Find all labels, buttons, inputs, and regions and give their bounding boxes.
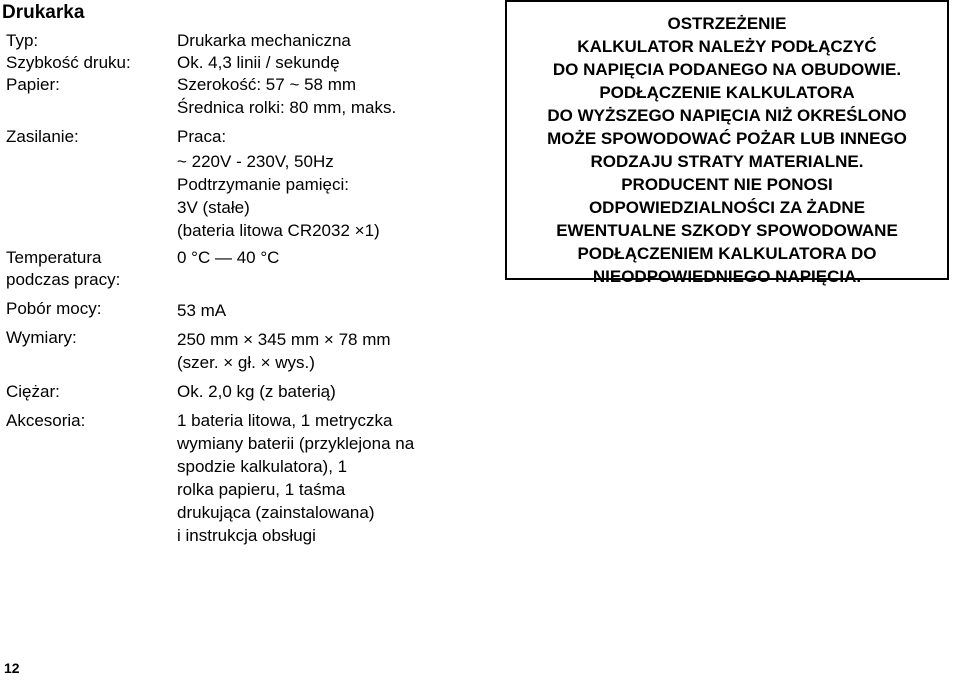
accessories-value-line-3: spodzie kalkulatora), 1 bbox=[177, 457, 348, 476]
section-title: Drukarka bbox=[2, 2, 85, 23]
warning-line: EWENTUALNE SZKODY SPOWODOWANE bbox=[556, 221, 898, 240]
paper-roll-diameter-value: Średnica rolki: 80 mm, maks. bbox=[177, 98, 397, 117]
power-battery-value: (bateria litowa CR2032 ×1) bbox=[177, 221, 380, 240]
type-value: Drukarka mechaniczna bbox=[177, 31, 351, 50]
accessories-value-line-6: i instrukcja obsługi bbox=[177, 526, 316, 545]
print-speed-value: Ok. 4,3 linii / sekundę bbox=[177, 53, 340, 72]
accessories-label: Akcesoria: bbox=[6, 411, 86, 430]
temperature-label-line-1: Temperatura bbox=[6, 248, 102, 267]
power-memory-backup-value: 3V (stałe) bbox=[177, 198, 250, 217]
power-consumption-label: Pobór mocy: bbox=[6, 299, 102, 318]
power-consumption-value: 53 mA bbox=[177, 301, 227, 320]
paper-width-value: Szerokość: 57 ~ 58 mm bbox=[177, 75, 357, 94]
temperature-value: 0 °C — 40 °C bbox=[177, 248, 280, 267]
warning-line: MOŻE SPOWODOWAĆ POŻAR LUB INNEGO bbox=[547, 129, 907, 148]
weight-label: Ciężar: bbox=[6, 382, 60, 401]
type-label: Typ: bbox=[6, 31, 39, 50]
warning-line: DO NAPIĘCIA PODANEGO NA OBUDOWIE. bbox=[552, 60, 902, 79]
page-number: 12 bbox=[4, 660, 20, 676]
print-speed-label: Szybkość druku: bbox=[6, 53, 131, 72]
dimensions-axes-value: (szer. × gł. × wys.) bbox=[177, 353, 315, 372]
warning-line: NIEODPOWIEDNIEGO NAPIĘCIA. bbox=[592, 267, 862, 286]
warning-line: PODŁĄCZENIEM KALKULATORA DO bbox=[577, 244, 877, 263]
warning-line: RODZAJU STRATY MATERIALNE. bbox=[590, 152, 864, 171]
accessories-value-line-1: 1 bateria litowa, 1 metryczka bbox=[177, 411, 393, 430]
weight-value: Ok. 2,0 kg (z baterią) bbox=[177, 382, 336, 401]
accessories-value-line-2: wymiany baterii (przyklejona na bbox=[177, 434, 415, 453]
power-operation-heading: Praca: bbox=[177, 127, 227, 146]
warning-line: PODŁĄCZENIE KALKULATORA bbox=[599, 83, 855, 102]
dimensions-label: Wymiary: bbox=[6, 328, 77, 347]
dimensions-value: 250 mm × 345 mm × 78 mm bbox=[177, 330, 391, 349]
warning-box bbox=[505, 0, 949, 286]
accessories-value-line-4: rolka papieru, 1 taśma bbox=[177, 480, 346, 499]
warning-line: PRODUCENT NIE PONOSI bbox=[621, 175, 833, 194]
paper-label: Papier: bbox=[6, 75, 60, 94]
warning-title: OSTRZEŻENIE bbox=[667, 14, 787, 33]
temperature-label-line-2: podczas pracy: bbox=[6, 270, 121, 289]
warning-line: ODPOWIEDZIALNOŚCI ZA ŻADNE bbox=[588, 198, 866, 217]
warning-line: KALKULATOR NALEŻY PODŁĄCZYĆ bbox=[577, 37, 877, 56]
accessories-value-line-5: drukująca (zainstalowana) bbox=[177, 503, 375, 522]
warning-line: DO WYŻSZEGO NAPIĘCIA NIŻ OKREŚLONO bbox=[547, 106, 907, 125]
power-memory-backup-heading: Podtrzymanie pamięci: bbox=[177, 175, 349, 194]
power-supply-label: Zasilanie: bbox=[6, 127, 79, 146]
power-operation-value: ~ 220V - 230V, 50Hz bbox=[177, 152, 334, 171]
